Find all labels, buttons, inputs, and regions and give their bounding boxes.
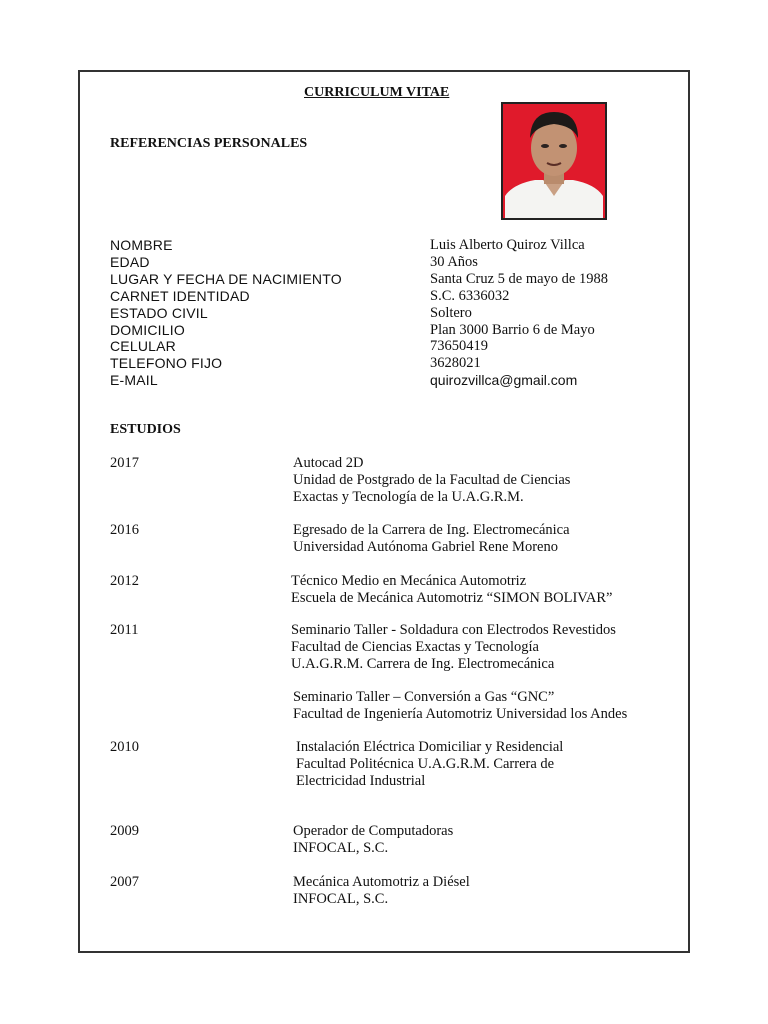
study-description-line: Unidad de Postgrado de la Facultad de Ciencias bbox=[293, 471, 571, 488]
study-year: 2016 bbox=[110, 522, 139, 538]
study-description-line: Autocad 2D bbox=[293, 455, 364, 471]
study-description-line: Mecánica Automotriz a Diésel bbox=[293, 874, 470, 890]
study-year: 2012 bbox=[110, 573, 139, 589]
personal-info-value: quirozvillca@gmail.com bbox=[430, 372, 578, 389]
personal-info-label: E-MAIL bbox=[110, 372, 158, 389]
personal-info-value: 73650419 bbox=[430, 338, 488, 355]
personal-info-value: 3628021 bbox=[430, 355, 481, 372]
study-description-line: Operador de Computadoras bbox=[293, 823, 454, 839]
study-description-line: U.A.G.R.M. Carrera de Ing. Electromecánica bbox=[291, 655, 555, 672]
personal-info-row bbox=[110, 372, 630, 389]
study-description-line: Técnico Medio en Mecánica Automotriz bbox=[291, 573, 527, 589]
personal-info-row bbox=[110, 271, 630, 288]
personal-info-label: CARNET IDENTIDAD bbox=[110, 287, 250, 304]
personal-info-value: 30 Años bbox=[430, 253, 478, 270]
personal-references-heading: REFERENCIAS PERSONALES bbox=[110, 136, 308, 151]
study-description-line: Instalación Eléctrica Domiciliar y Residencial bbox=[296, 739, 564, 755]
portrait-photo-drawing bbox=[503, 104, 605, 218]
study-description-line: Facultad de Ciencias Exactas y Tecnología bbox=[291, 638, 539, 655]
personal-info-value: S.C. 6336032 bbox=[430, 287, 510, 304]
document-title: CURRICULUM VITAE bbox=[304, 85, 450, 100]
study-year: 2009 bbox=[110, 823, 139, 839]
personal-info-row bbox=[110, 288, 630, 305]
study-description-line: INFOCAL, S.C. bbox=[293, 839, 389, 856]
study-year: 2011 bbox=[110, 622, 139, 638]
study-description-line: Exactas y Tecnología de la U.A.G.R.M. bbox=[293, 488, 524, 505]
study-description-line: INFOCAL, S.C. bbox=[293, 890, 389, 907]
personal-info-value: Plan 3000 Barrio 6 de Mayo bbox=[430, 321, 595, 338]
study-description-line: Facultad de Ingeniería Automotriz Universidad los Andes bbox=[293, 705, 628, 722]
study-description-line: Escuela de Mecánica Automotriz “SIMON BOLIVAR” bbox=[291, 589, 613, 606]
personal-info-row bbox=[110, 254, 630, 271]
study-description-line: Electricidad Industrial bbox=[296, 772, 426, 789]
studies-heading: ESTUDIOS bbox=[110, 422, 181, 437]
study-description-line: Universidad Autónoma Gabriel Rene Moreno bbox=[293, 538, 558, 555]
left-eye bbox=[541, 144, 549, 148]
study-year: 2017 bbox=[110, 455, 139, 471]
personal-info-label: NOMBRE bbox=[110, 237, 173, 253]
portrait-photo-icon bbox=[501, 102, 607, 220]
right-eye bbox=[559, 144, 567, 148]
personal-info-row bbox=[110, 338, 630, 355]
personal-info-row bbox=[110, 305, 630, 322]
personal-info-value: Soltero bbox=[430, 304, 472, 321]
personal-info-row bbox=[110, 237, 630, 254]
study-description-line: Facultad Politécnica U.A.G.R.M. Carrera de bbox=[296, 755, 555, 772]
study-description-line: Egresado de la Carrera de Ing. Electromecánica bbox=[293, 522, 570, 538]
personal-info-label: EDAD bbox=[110, 253, 150, 270]
personal-info-row bbox=[110, 355, 630, 372]
study-description-line: Seminario Taller – Conversión a Gas “GNC” bbox=[293, 689, 555, 705]
personal-info-label: ESTADO CIVIL bbox=[110, 304, 208, 321]
study-year: 2007 bbox=[110, 874, 139, 890]
personal-info-value: Santa Cruz 5 de mayo de 1988 bbox=[430, 270, 608, 287]
study-description-line: Seminario Taller - Soldadura con Electrodos Revestidos bbox=[291, 622, 616, 638]
personal-info-label: TELEFONO FIJO bbox=[110, 355, 223, 372]
personal-info-value: Luis Alberto Quiroz Villca bbox=[430, 237, 585, 253]
study-year: 2010 bbox=[110, 739, 139, 755]
personal-info-label: LUGAR Y FECHA DE NACIMIENTO bbox=[110, 270, 342, 287]
personal-info-label: DOMICILIO bbox=[110, 321, 185, 338]
personal-info-label: CELULAR bbox=[110, 338, 176, 355]
personal-info-row bbox=[110, 322, 630, 339]
